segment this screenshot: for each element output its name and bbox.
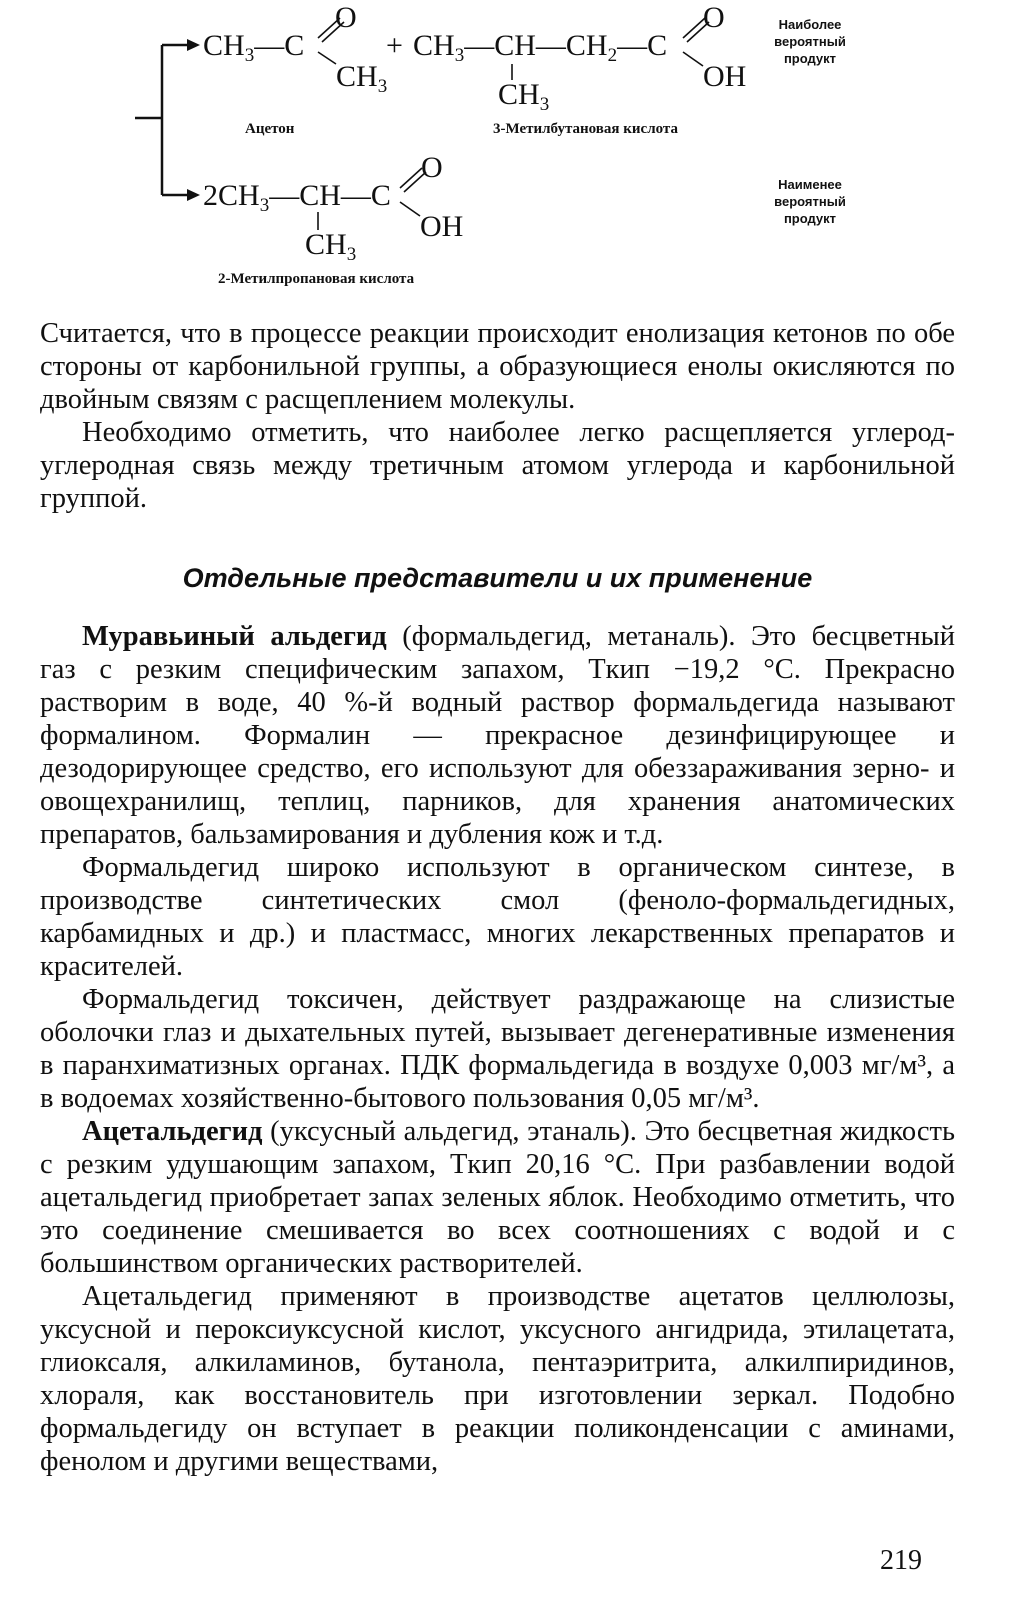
note-least-probable: [750, 176, 870, 227]
paragraph-formaldehyde-intro: [40, 620, 955, 851]
caption-2-methylpropanoic-acid: 2-Метилпропановая кислота: [218, 271, 415, 287]
isobutyric-branch-ch: CH: [305, 228, 347, 261]
acid-ch3: CH: [413, 29, 455, 62]
section-heading: Отдельные представители и их применение: [182, 563, 813, 593]
acid-branch-ch: CH: [498, 78, 540, 111]
acetone-formula: [203, 31, 304, 65]
paragraph-acetaldehyde-uses: Ацетальдегид применяют в производстве ацетатов целлюлозы, уксусной и пероксиуксусной кислот, уксусного ангидрида, этилацетата, глиоксаля, алкиламинов, бутанола, пентаэритрита, алкилпиридинов, хлораля, как восстановитель при изготовлении зеркал. Подобно формальдегиду он вступает в реакции поликонденсации с аминами, фенолом и другими веществами,: [40, 1281, 955, 1477]
paragraph-bond-cleavage: Необходимо отметить, что наиболее легко расщепляется углерод-углеродная связь между третичным атомом углерода и карбонильной группой.: [40, 417, 955, 514]
acid-hydroxyl: OH: [703, 60, 747, 93]
paragraph-acetaldehyde-intro: [40, 1115, 955, 1280]
acid-oxygen: O: [703, 1, 725, 34]
caption-acetone: Ацетон: [245, 121, 295, 137]
acid-c: —C: [617, 29, 668, 62]
isobutyric-sub: 3: [259, 195, 270, 216]
acetone-ch3: CH: [203, 29, 245, 62]
isobutyric-hydroxyl: OH: [420, 210, 464, 243]
note-most-line-1: Наиболее: [778, 17, 842, 32]
isobutyric-oxygen: O: [421, 151, 443, 184]
term-formaldehyde: Муравьиный альдегид: [82, 621, 387, 652]
acetone-ch3-sub: 3: [244, 45, 255, 66]
intro-text: [40, 317, 955, 515]
plus-sign: +: [386, 29, 403, 62]
acetone-c: —C: [254, 29, 305, 62]
paragraph-formaldehyde-toxicity: Формальдегид токсичен, действует раздражающе на слизистые оболочки глаз и дыхательных путей, вызывает дегенеративные изменения в паранхиматизных органах. ПДК формальдегида в воздухе 0,003 мг/м³, а в водоемах хозяйственно-бытового пользования 0,05 мг/м³.: [40, 984, 955, 1114]
acetaldehyde-description: (уксусный альдегид, этаналь). Это бесцветная жидкость с резким удушающим запахом, Tкип 20,16 °C. При разбавлении водой ацетальдегид приобретает запах зеленых яблок. Необходимо отметить, что это соединение смешивается во всех соотношениях с водой и с большинством органических растворителей.: [40, 1116, 955, 1279]
paragraph-formaldehyde-uses: Формальдегид широко используют в органическом синтезе, в производстве синтетических смол (феноло-формальдегидных, карбамидных и др.) и пластмасс, многих лекарственных препаратов и красителей.: [40, 852, 955, 982]
acid-main-chain: [413, 31, 667, 65]
acetone-methyl-sub: 3: [377, 76, 388, 97]
acid-ch2: CH: [565, 29, 608, 62]
note-most-line-2: вероятный: [774, 34, 846, 49]
acetone-methyl: [336, 62, 387, 96]
page-number: 219: [880, 1545, 922, 1576]
section-text: [40, 620, 955, 1478]
acetone-oxygen: O: [335, 1, 357, 34]
note-most-line-3: продукт: [783, 51, 837, 66]
isobutyric-ch-c: —CH—C: [269, 179, 391, 212]
acid-branch-methyl: [498, 80, 549, 114]
isobutyric-2ch3: 2CH: [203, 179, 260, 212]
acid-ch: —CH—: [464, 29, 566, 62]
note-least-line-3: продукт: [783, 211, 837, 226]
note-least-line-2: вероятный: [774, 194, 846, 209]
isobutyric-branch-sub: 3: [346, 244, 357, 265]
formaldehyde-description: (формальдегид, метаналь). Это бесцветный газ с резким специфическим запахом, Tкип −19,2 °C. Прекрасно растворим в воде, 40 %-й водный раствор формальдегида называют формалином. Формалин — прекрасное дезинфицирующее и дезодорирующее средство, его используют для обеззараживания зерно- и овощехранилищ, теплиц, парников, для хранения анатомических препаратов, бальзамирования и дубления кож и т.д.: [40, 621, 956, 850]
paragraph-enolization: Считается, что в процессе реакции происходит енолизация кетонов по обе стороны от карбонильной группы, а образующиеся енолы окисляются по двойным связям с расщеплением молекулы.: [40, 318, 955, 415]
isobutyric-acid-formula: [203, 181, 391, 215]
note-most-probable: [750, 16, 870, 67]
isobutyric-branch-methyl: [305, 230, 356, 264]
term-acetaldehyde: Ацетальдегид: [82, 1116, 263, 1147]
caption-3-methylbutanoic-acid: 3-Метилбутановая кислота: [493, 121, 678, 137]
acetone-methyl-ch: CH: [336, 60, 378, 93]
note-least-line-1: Наименее: [778, 177, 842, 192]
acid-ch2-sub: 2: [607, 45, 618, 66]
acid-ch3-sub: 3: [454, 45, 465, 66]
acid-branch-sub: 3: [539, 94, 550, 115]
